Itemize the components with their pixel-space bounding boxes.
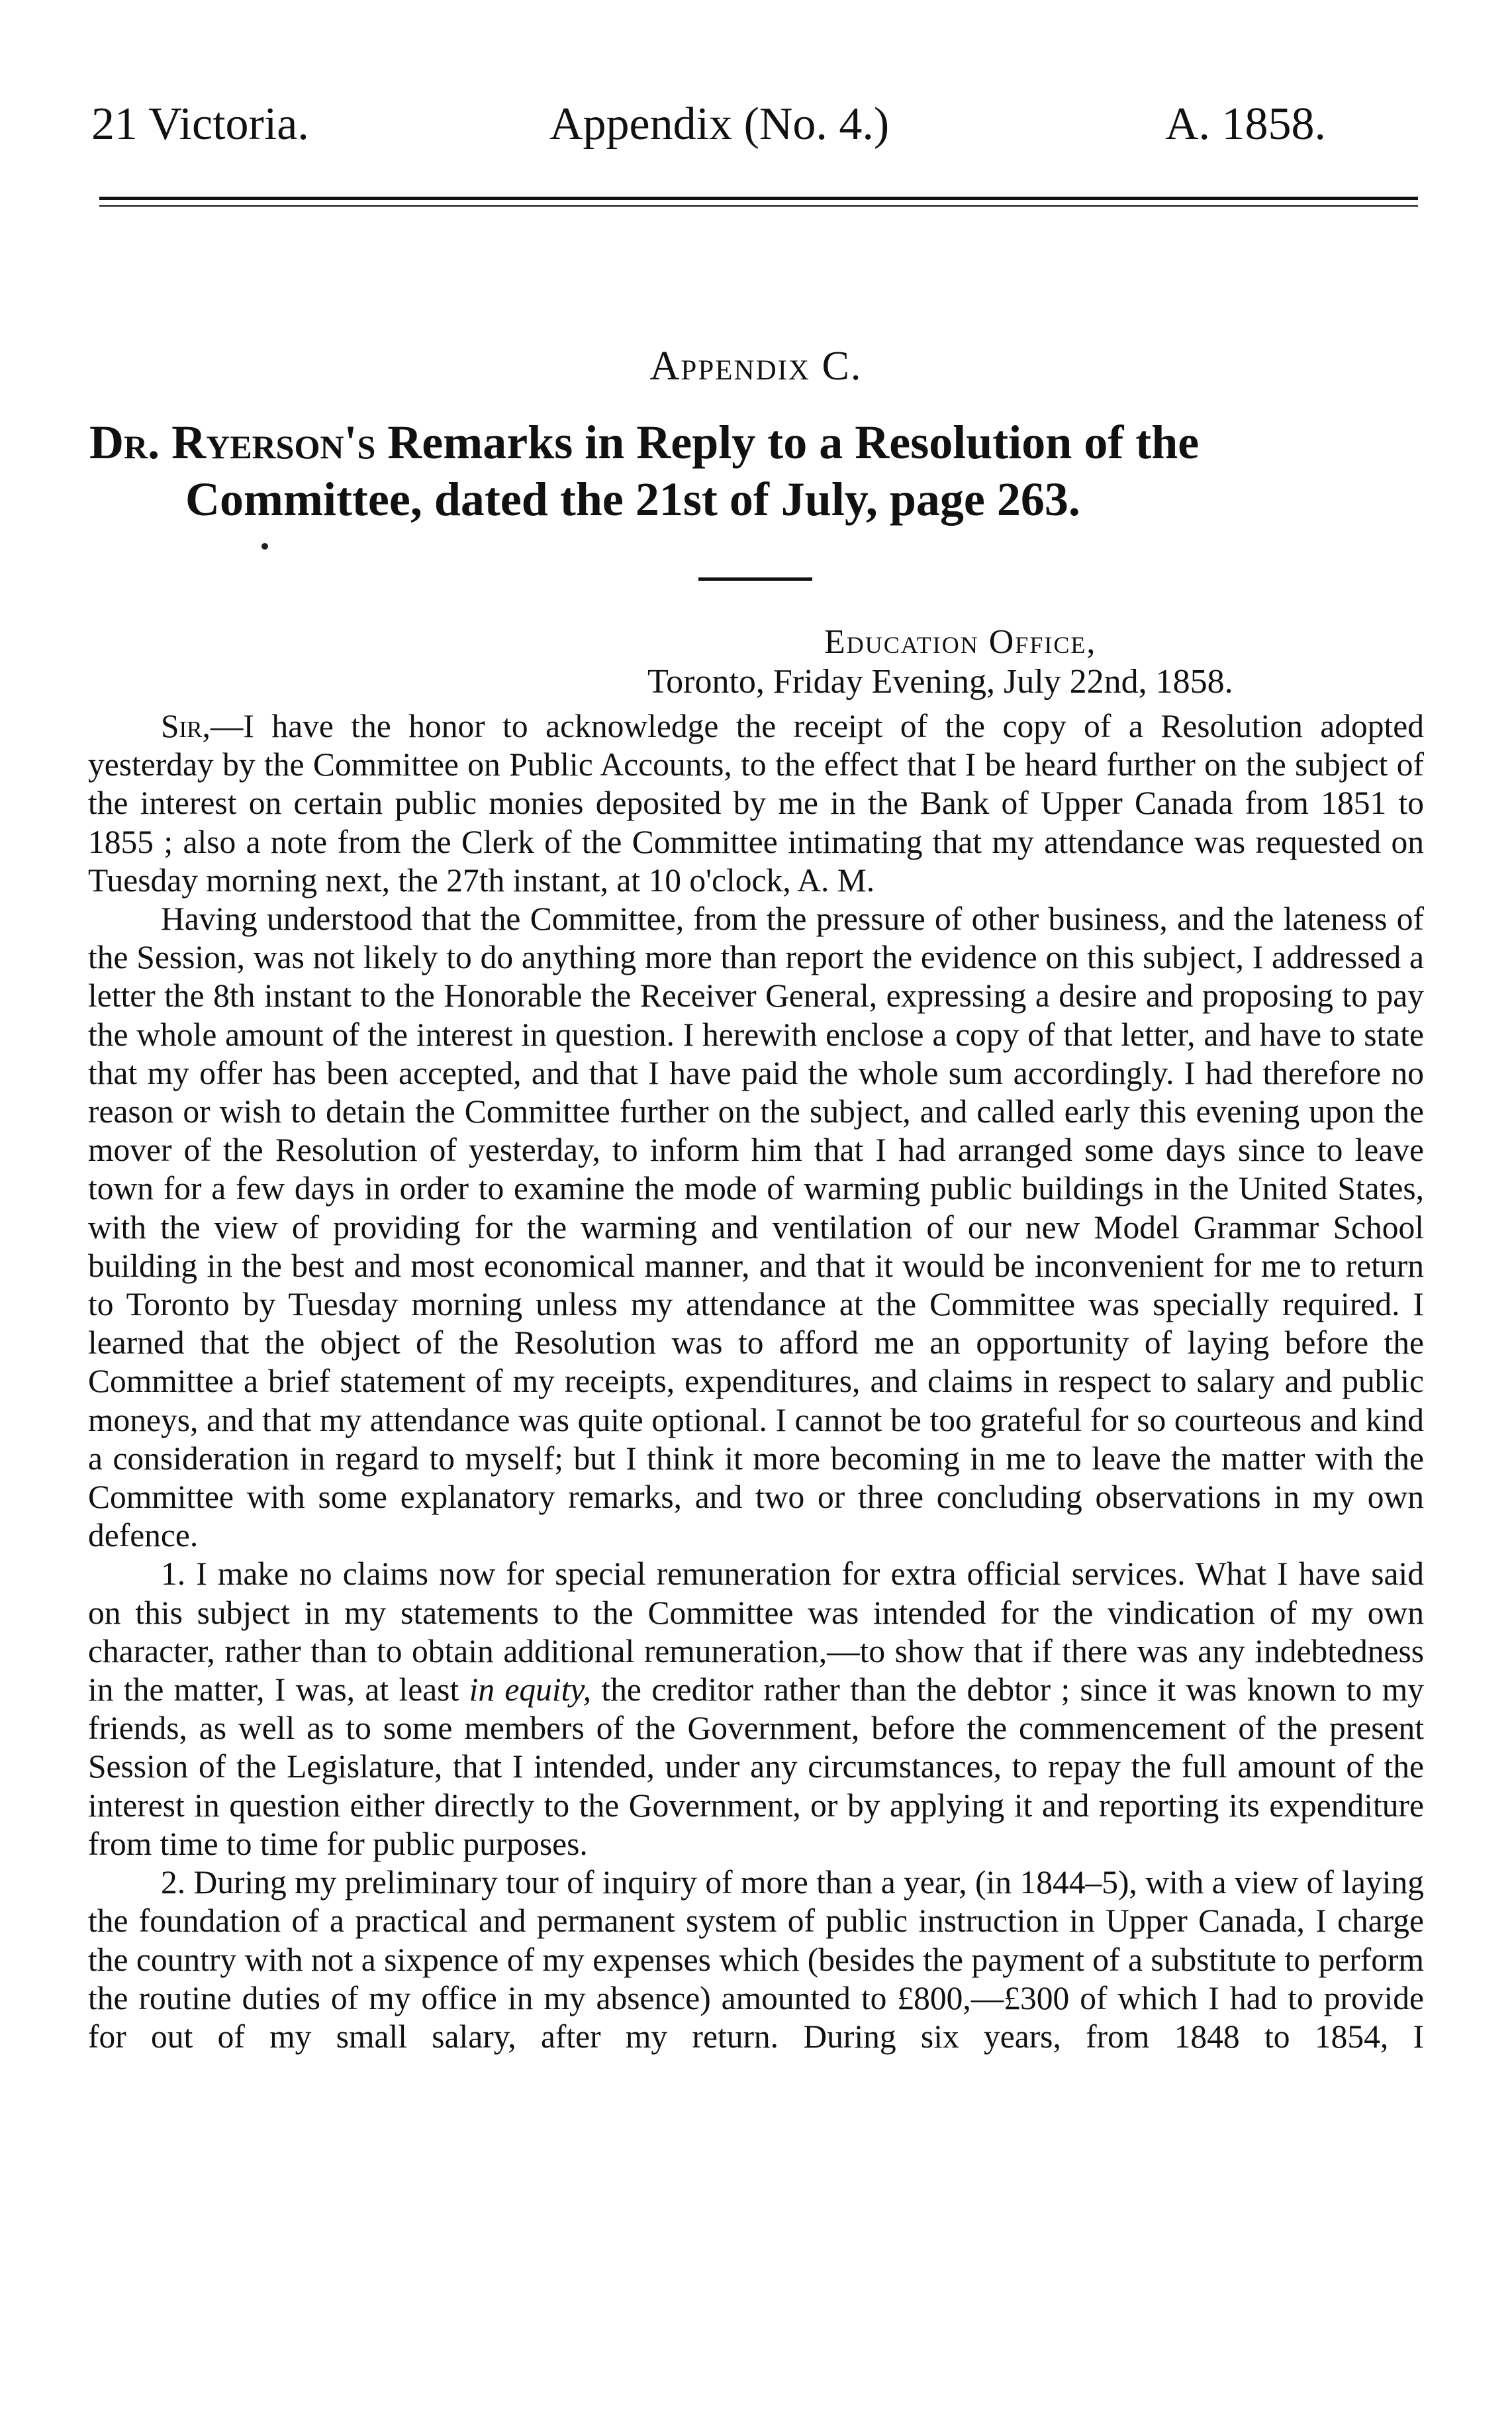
- header-appendix: Appendix (No. 4.): [549, 99, 890, 150]
- header-rule-thin: [99, 205, 1418, 207]
- paragraph-3: [88, 1555, 1424, 1863]
- paragraph-2: Having understood that the Committee, from the pressure of other business, and the lateness of the Session, was not likely to do anything more than report the evidence on this subject, I addressed a letter the 8th instant to the Honorable the Receiver General, expressing a desire and proposing to pay the whole amount of the interest in question. I herewith enclose a copy of that letter, and have to state that my offer has been accepted, and that I have paid the whole sum accordingly. I had therefore no reason or wish to detain the Committee further on the subject, and called early this evening upon the mover of the Resolution of yesterday, to inform him that I had arranged some days since to leave town for a few days in order to examine the mode of warming public buildings in the United States, with the view of providing for the warming and ventilation of our new Model Grammar School building in the best and most economical manner, and that it would be inconvenient for me to return to Toronto by Tuesday morning unless my attendance at the Committee was specially required. I learned that the object of the Resolution was to afford me an opportunity of laying before the Committee a brief statement of my receipts, expenditures, and claims in respect to salary and public moneys, and that my attendance was quite optional. I cannot be too grateful for so courteous and kind a consideration in regard to myself; but I think it more becoming in me to leave the matter with the Committee with some explanatory remarks, and two or three concluding observations in my own defence.: [88, 901, 1424, 1554]
- header-rule-thick: [99, 197, 1418, 200]
- print-speck: [261, 543, 268, 550]
- section-divider: [698, 577, 812, 581]
- paragraph-4: 2. During my preliminary tour of inquiry of more than a year, (in 1844–5), with a view of laying the foundation of a practical and permanent system of public instruction in Upper Canada, I charge the country with not a sixpence of my expenses which (besides the payment of a substitute to perform the routine duties of my office in my absence) amounted to £800,—£300 of which I had to provide for out of my small salary, after my return. During six years, from 1848 to 1854, I: [88, 1864, 1424, 2055]
- title-line-2: Committee, dated the 21st of July, page 263.: [185, 473, 1080, 526]
- paragraph-salutation: [88, 707, 1424, 900]
- title-name: Ryerson's: [171, 416, 376, 469]
- paragraph-3-text-a: 1. I make no claims now for special remuneration for extra official services. What I have said on this subject in my statements to the Committee was intended for the vindication of my own character, rather than to obtain additional remuneration,—to show that if there was any indebtedness in the matter, I was, at least: [88, 1555, 1424, 1708]
- paragraph-3-italic: in equity,: [469, 1671, 592, 1708]
- title-rest: Remarks in Reply to a Resolution of the: [387, 416, 1200, 469]
- header-session: 21 Victoria.: [91, 99, 309, 150]
- letter-body: [88, 707, 1424, 2056]
- title-prefix: Dr.: [89, 416, 160, 469]
- salutation: Sir,: [161, 708, 211, 744]
- letter-office: Education Office,: [824, 623, 1097, 661]
- header-year: A. 1858.: [1165, 99, 1327, 150]
- paragraph-1-text: —I have the honor to acknowledge the receipt of the copy of a Resolution adopted yesterday by the Committee on Public Accounts, to the effect that I be heard further on the subject of the interest on certain public monies deposited by me in the Bank of Upper Canada from 1851 to 1855 ; also a note from the Clerk of the Committee intimating that my attendance was requested on Tuesday morning next, the 27th instant, at 10 o'clock, A. M.: [88, 708, 1424, 899]
- letter-place-date: Toronto, Friday Evening, July 22nd, 1858.: [647, 663, 1233, 701]
- page-title: [89, 414, 1413, 528]
- appendix-label: Appendix C.: [649, 344, 863, 389]
- paragraph-3-text-b: the creditor rather than the debtor ; since it was known to my friends, as well as to some members of the Government, before the commencement of the present Session of the Legislature, that I intended, under any circumstances, to repay the full amount of the interest in question either directly to the Government, or by applying it and reporting its expenditure from time to time for public purposes.: [88, 1671, 1425, 1862]
